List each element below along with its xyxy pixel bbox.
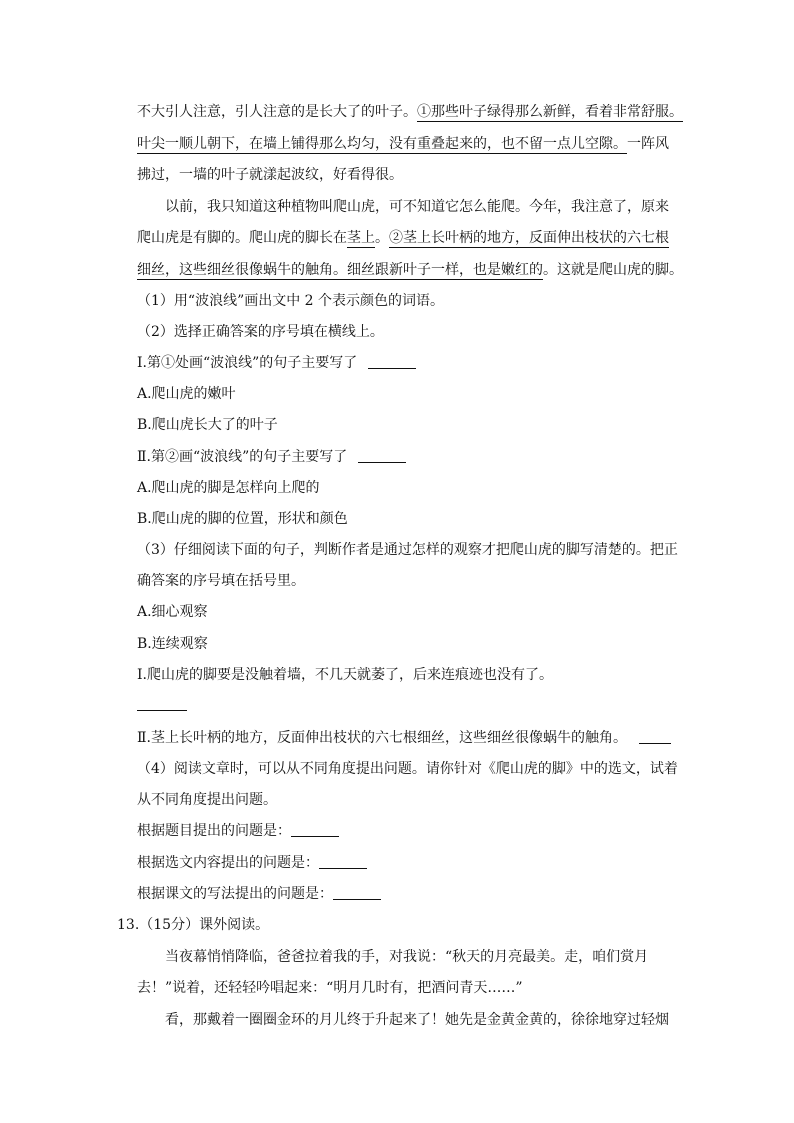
answer-blank[interactable] [137, 696, 187, 711]
option-a: A.爬山虎的脚是怎样向上爬的 [137, 480, 320, 496]
question-text: 根据课文的写法提出的问题是： [137, 886, 333, 902]
answer-blank[interactable] [368, 354, 416, 369]
answer-blank[interactable] [358, 448, 406, 463]
question-text: 根据选文内容提出的问题是： [137, 855, 319, 871]
underlined-word: 茎上 [347, 230, 375, 246]
question-3-part-1: Ⅰ.爬山虎的脚要是没触着墙，不几天就萎了，后来连痕迹也没有了。 [137, 667, 553, 683]
passage-line-4: 以前，我只知道这种植物叫爬山虎，可不知道它怎么能爬。今年，我注意了，原来 [165, 199, 669, 215]
passage-text: 一阵风 [627, 136, 669, 152]
question-3-line-2: 确答案的序号填在括号里。 [137, 573, 305, 589]
underlined-sentence-2: ②茎上长叶柄的地方，反面伸出枝状的六七根 [389, 230, 669, 246]
passage-text: 。 [375, 230, 389, 246]
question-2: （2）选择正确答案的序号填在横线上。 [137, 324, 384, 340]
passage-text: 不大引人注意，引人注意的是长大了的叶子。 [137, 104, 417, 120]
option-a: A.爬山虎的嫩叶 [137, 386, 236, 402]
passage-line-3: 拂过，一墙的叶子就漾起波纹，好看得很。 [137, 167, 403, 183]
passage-line-5 [137, 228, 669, 248]
underlined-sentence-3: 细丝跟新叶子一样，也是嫩红的 [347, 262, 543, 278]
reading-line-3: 看，那戴着一圈圈金环的月儿终于升起来了！她先是金黄金黄的，徐徐地穿过轻烟 [165, 1012, 669, 1028]
question-4-b [137, 853, 367, 873]
passage-text: 。这就是爬山虎的脚。 [543, 262, 683, 278]
underlined-sentence-1: ①那些叶子绿得那么新鲜，看着非常舒服。 [417, 104, 683, 120]
answer-blank[interactable] [319, 854, 367, 869]
option-b: B.连续观察 [137, 636, 208, 652]
passage-text: 爬山虎是有脚的。爬山虎的脚长在 [137, 230, 347, 246]
reading-line-2: 去！”说着，还轻轻吟唱起来：“明月几时有，把酒问青天……” [137, 980, 523, 996]
answer-blank[interactable] [291, 822, 339, 837]
question-2-part-1 [137, 353, 416, 373]
question-4-a [137, 821, 339, 841]
option-b: B.爬山虎的脚的位置，形状和颜色 [137, 511, 348, 527]
question-13-heading: 13.（15分）课外阅读。 [117, 917, 270, 933]
underlined-sentence-1-cont: 叶尖一顺儿朝下，在墙上铺得那么均匀，没有重叠起来的，也不留一点儿空隙。 [137, 136, 627, 152]
option-b: B.爬山虎长大了的叶子 [137, 417, 278, 433]
question-text: 根据题目提出的问题是： [137, 823, 291, 839]
underlined-sentence-2-cont: 细丝，这些细丝很像蜗牛的触角。 [137, 262, 347, 278]
reading-line-1: 当夜幕悄悄降临，爸爸拉着我的手，对我说：“秋天的月亮最美。走，咱们赏月 [165, 949, 649, 965]
question-4-c [137, 884, 381, 904]
question-3-part-2 [137, 728, 671, 748]
passage-line-2 [137, 134, 669, 154]
question-1: （1）用“波浪线”画出文中 2 个表示颜色的词语。 [137, 293, 445, 309]
question-text: Ⅰ.第①处画“波浪线”的句子主要写了 [137, 355, 358, 371]
question-4-line-1: （4）阅读文章时，可以从不同角度提出问题。请你针对《爬山虎的脚》中的选文，试着 [137, 761, 678, 777]
question-text: Ⅱ.茎上长叶柄的地方，反面伸出枝状的六七根细丝，这些细丝很像蜗牛的触角。 [137, 730, 627, 746]
option-a: A.细心观察 [137, 604, 208, 620]
answer-blank[interactable] [333, 885, 381, 900]
answer-blank[interactable] [639, 729, 671, 744]
passage-line-1 [137, 102, 683, 122]
question-4-line-2: 从不同角度提出问题。 [137, 792, 277, 808]
question-text: Ⅱ.第②画“波浪线”的句子主要写了 [137, 449, 348, 465]
question-2-part-2 [137, 447, 406, 467]
question-3-line-1: （3）仔细阅读下面的句子，判断作者是通过怎样的观察才把爬山虎的脚写清楚的。把正 [137, 542, 678, 558]
passage-line-6 [137, 260, 683, 280]
